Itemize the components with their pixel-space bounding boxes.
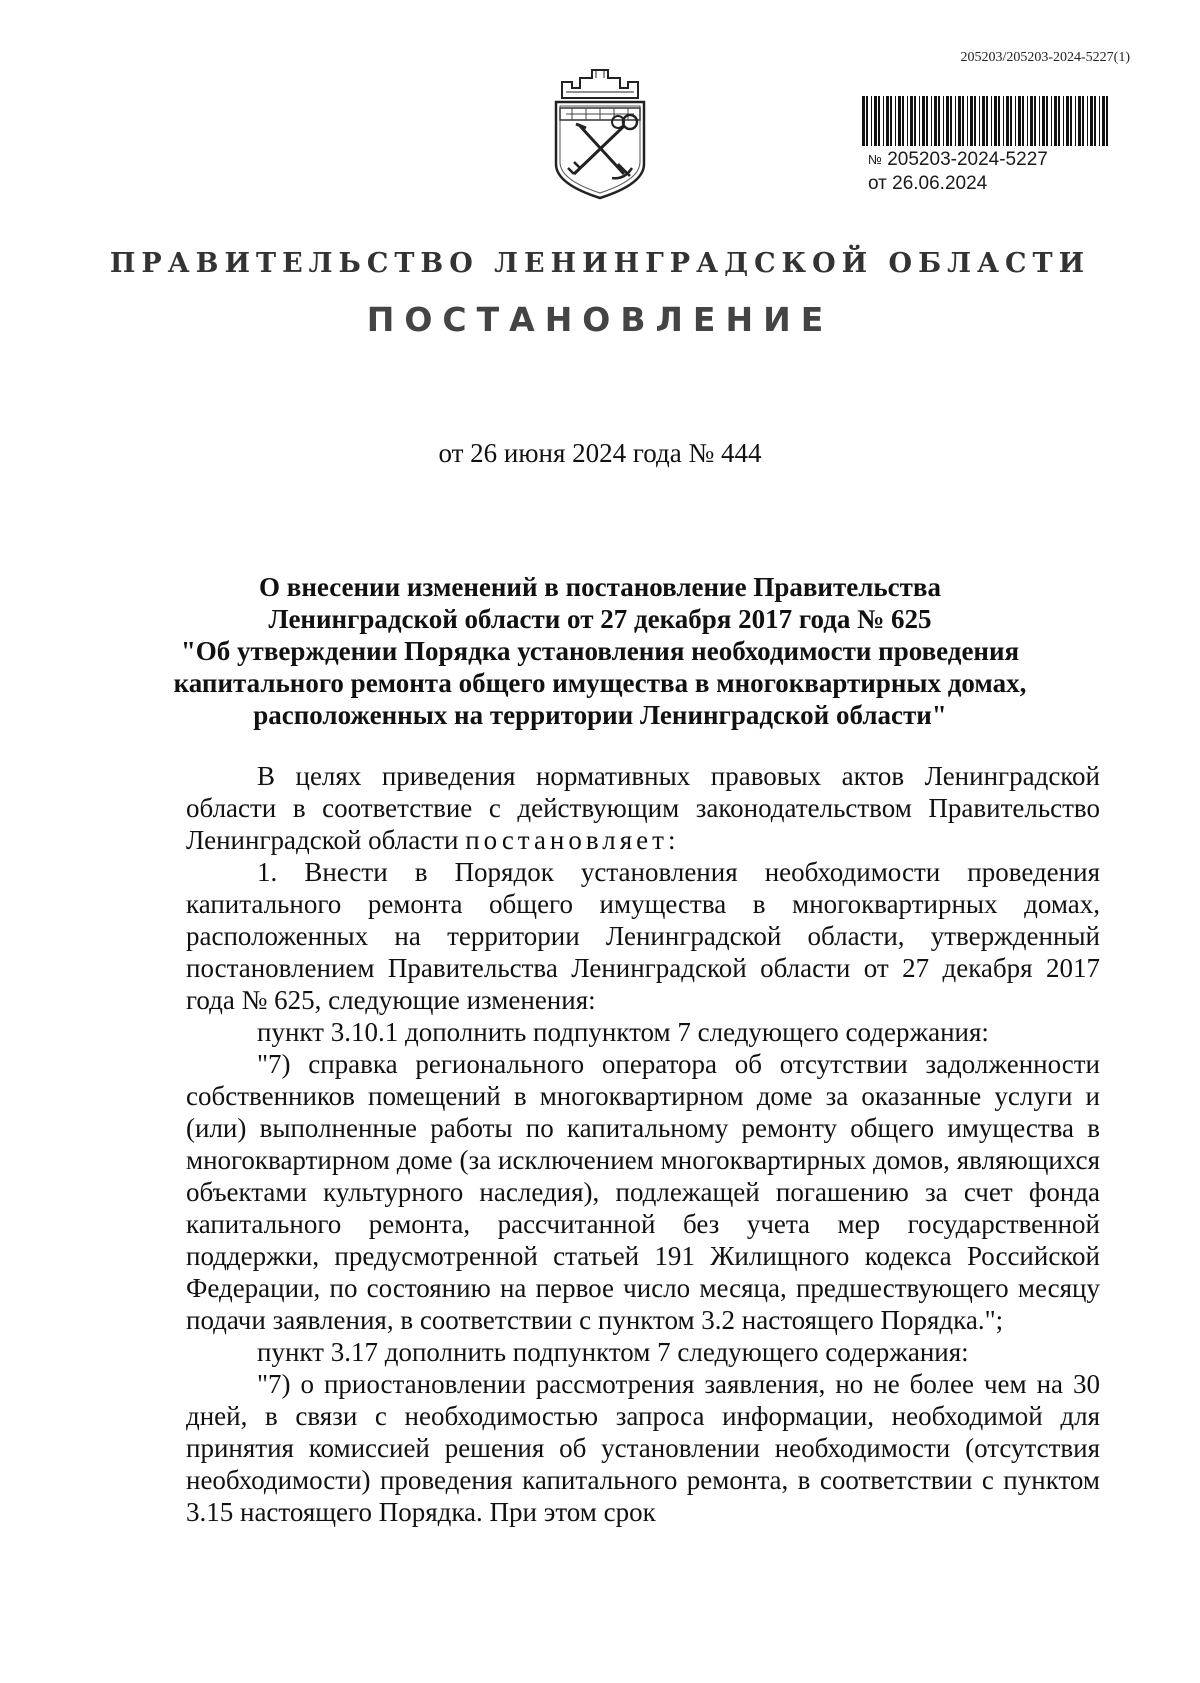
barcode-bar: [1006, 96, 1009, 146]
barcode-bar: [982, 96, 985, 146]
clause-paragraph: "7) о приостановлении рассмотрения заявления, но не более чем на 30 дней, в связи с необходимостью запроса информации, необходимой для принятия комиссией решения об установлении необходимости (отсутствия необходимости) проведения капитального ремонта, в соответствии с пунктом 3.15 настоящего Порядка. При этом срок: [186, 1369, 1100, 1527]
barcode-bar: [1010, 96, 1012, 146]
barcode-bar: [958, 96, 961, 146]
barcode-bar: [1003, 96, 1004, 146]
barcode-bar: [1058, 96, 1060, 146]
barcode-bar: [979, 96, 980, 146]
title-line: О внесении изменений в постановление Правительства: [259, 572, 941, 602]
barcode-bar: [907, 96, 908, 146]
barcode-bar: [946, 96, 949, 146]
barcode-bar: [1042, 96, 1045, 146]
registration-date: от 26.06.2024: [868, 173, 988, 194]
barcode-bar: [866, 96, 868, 146]
barcode-bar: [1022, 96, 1024, 146]
barcode-bar: [926, 96, 928, 146]
barcode-bar: [1075, 96, 1076, 146]
barcode-bar: [922, 96, 925, 146]
barcode-bar: [914, 96, 916, 146]
barcode-bar: [919, 96, 920, 146]
barcode-bar: [1027, 96, 1028, 146]
barcode-bar: [1018, 96, 1021, 146]
barcode-bar: [1063, 96, 1064, 146]
barcode-icon: [862, 96, 1110, 146]
barcode-bar: [883, 96, 884, 146]
barcode-bar: [1039, 96, 1040, 146]
document-title: [150, 571, 1050, 731]
barcode-bar: [1054, 96, 1057, 146]
title-line: расположенных на территории Ленинградской области": [253, 700, 947, 730]
clause-paragraph: пункт 3.17 дополнить подпунктом 7 следующего содержания:: [257, 1337, 969, 1367]
document-body: [186, 760, 1100, 1528]
document-code: 205203/205203-2024-5227(1): [960, 50, 1130, 65]
barcode-bar: [1066, 96, 1069, 146]
barcode-bar: [886, 96, 889, 146]
barcode-bar: [1015, 96, 1016, 146]
barcode-bar: [1046, 96, 1048, 146]
barcode-bar: [986, 96, 988, 146]
barcode-bar: [890, 96, 892, 146]
barcode-bar: [950, 96, 952, 146]
barcode-bar: [1034, 96, 1036, 146]
barcode-bar: [967, 96, 968, 146]
barcode-bar: [902, 96, 904, 146]
clause-paragraph: 1. Внести в Порядок установления необходимости проведения капитального ремонта общего имущества в многоквартирных домах, расположенных на территории Ленинградской области, утвержденный постановлением Правительства Ленинградской области от 27 декабря 2017 года № 625, следующие изменения:: [186, 857, 1100, 1015]
barcode-bar: [943, 96, 944, 146]
barcode-bar: [955, 96, 956, 146]
barcode-bar: [862, 96, 865, 146]
barcode-bar: [994, 96, 997, 146]
resolves-word: постановляет:: [465, 825, 680, 855]
title-line: капитального ремонта общего имущества в многоквартирных домах,: [173, 668, 1027, 698]
barcode-bar: [974, 96, 976, 146]
title-line: "Об утверждении Порядка установления необходимости проведения: [180, 636, 1020, 666]
barcode-bar: [1078, 96, 1081, 146]
barcode-bar: [1030, 96, 1033, 146]
clause-paragraph: "7) справка регионального оператора об отсутствии задолженности собственников помещений в многоквартирном доме за оказанные услуги и (или) выполненные работы по капитальному ремонту общего имущества в многоквартирном доме (за исключением многоквартирных домов, являющихся объектами культурного наследия), подлежащей погашению за счет фонда капитального ремонта, рассчитанной без учета мер государственной поддержки, предусмотренной статьей 191 Жилищного кодекса Российской Федерации, по состоянию на первое число месяца, предшествующего месяцу подачи заявления, в соответствии с пунктом 3.2 настоящего Порядка.";: [186, 1049, 1100, 1335]
government-name: ПРАВИТЕЛЬСТВО ЛЕНИНГРАДСКОЙ ОБЛАСТИ: [109, 248, 1091, 279]
barcode-bar: [1106, 96, 1108, 146]
barcode-bar: [931, 96, 932, 146]
barcode-bar: [938, 96, 940, 146]
barcode-bar: [1090, 96, 1093, 146]
barcode-bar: [1051, 96, 1052, 146]
barcode-bar: [1099, 96, 1100, 146]
clause-paragraph: пункт 3.10.1 дополнить подпунктом 7 следующего содержания:: [257, 1017, 989, 1047]
barcode-bar: [934, 96, 937, 146]
barcode-bar: [874, 96, 877, 146]
barcode-bar: [970, 96, 973, 146]
barcode-bar: [1082, 96, 1084, 146]
barcode-bar: [895, 96, 896, 146]
barcode-bar: [962, 96, 964, 146]
barcode-bar: [1070, 96, 1072, 146]
barcode-bar: [1094, 96, 1096, 146]
barcode-bar: [1087, 96, 1088, 146]
barcode-bar: [878, 96, 880, 146]
leningrad-oblast-coat-of-arms-icon: [552, 68, 648, 200]
preamble-paragraph: В целях приведения нормативных правовых актов Ленинградской области в соответствие с действующим законодательством Правительство Ленинградской области постановляет:: [186, 761, 1100, 855]
barcode-bar: [991, 96, 992, 146]
document-date-number: от 26 июня 2024 года № 444: [438, 438, 762, 468]
barcode-bar: [1102, 96, 1105, 146]
barcode-bar: [998, 96, 1000, 146]
document-type: ПОСТАНОВЛЕНИЕ: [366, 300, 834, 339]
barcode-bar: [898, 96, 901, 146]
barcode-bar: [871, 96, 872, 146]
registration-stamp: [868, 148, 1048, 196]
registration-number: № 205203-2024-5227: [868, 149, 1048, 170]
barcode-bar: [910, 96, 913, 146]
title-line: Ленинградской области от 27 декабря 2017 года № 625: [268, 604, 932, 634]
